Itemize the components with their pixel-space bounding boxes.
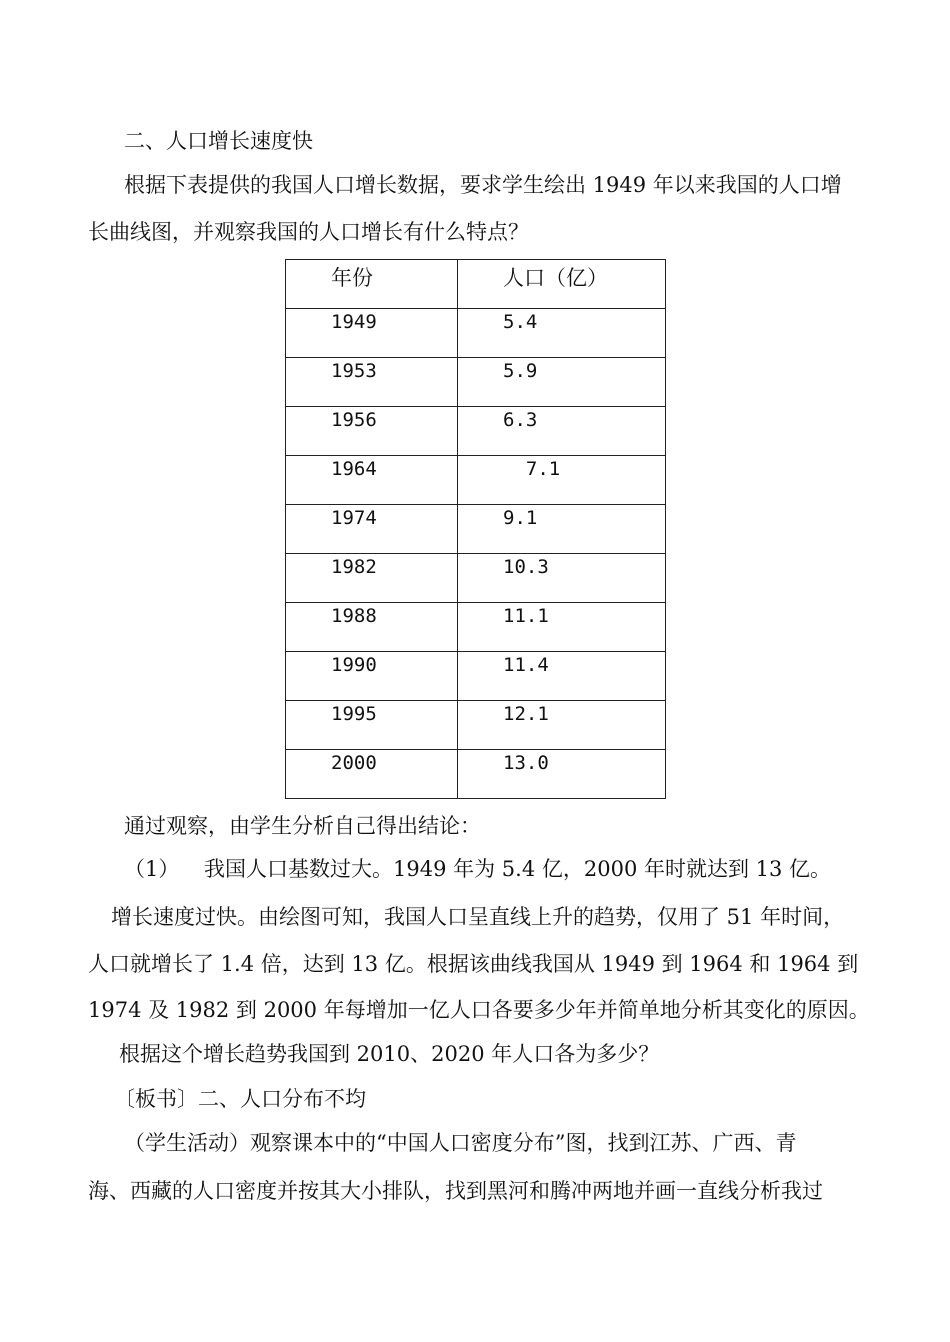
year-cell: 2000	[286, 750, 458, 799]
table-row	[286, 505, 666, 554]
observe-text: 通过观察，由学生分析自己得出结论：	[124, 814, 481, 838]
year-cell: 1974	[286, 505, 458, 554]
point-1-text: 我国人口基数过大。1949 年为 5.4 亿，2000 年时就达到 13 亿。	[204, 857, 832, 881]
table-row	[286, 652, 666, 701]
table-row	[286, 407, 666, 456]
table-row	[286, 358, 666, 407]
population-cell: 5.9	[458, 358, 666, 407]
year-cell: 1988	[286, 603, 458, 652]
year-cell: 1953	[286, 358, 458, 407]
year-cell: 1990	[286, 652, 458, 701]
population-cell: 11.1	[458, 603, 666, 652]
population-cell: 7.1	[458, 456, 666, 505]
year-cell: 1956	[286, 407, 458, 456]
population-cell: 6.3	[458, 407, 666, 456]
population-cell: 11.4	[458, 652, 666, 701]
table-row	[286, 750, 666, 799]
population-cell: 9.1	[458, 505, 666, 554]
table-row	[286, 603, 666, 652]
population-cell: 10.3	[458, 554, 666, 603]
paragraph-2-line-3: 1974 及 1982 到 2000 年每增加一亿人口各要多少年并简单地分析其变化的原因。	[88, 998, 870, 1022]
table-row	[286, 309, 666, 358]
year-cell: 1949	[286, 309, 458, 358]
year-cell: 1964	[286, 456, 458, 505]
header-year: 年份	[286, 260, 458, 309]
table-row	[286, 701, 666, 750]
board-note: 〔板书〕二、人口分布不均	[114, 1087, 366, 1111]
year-cell: 1995	[286, 701, 458, 750]
intro-line-2: 长曲线图，并观察我国的人口增长有什么特点？	[88, 220, 529, 244]
year-cell: 1982	[286, 554, 458, 603]
paragraph-2-line-2: 人口就增长了 1.4 倍，达到 13 亿。根据该曲线我国从 1949 到 1964 和 1964 到	[88, 952, 859, 976]
table-header-row	[286, 260, 666, 309]
paragraph-2-line-1: 增长速度过快。由绘图可知，我国人口呈直线上升的趋势，仅用了 51 年时间，	[111, 905, 845, 929]
point-1-number: （1）	[124, 857, 180, 881]
population-table	[285, 259, 666, 799]
population-cell: 5.4	[458, 309, 666, 358]
activity-line-2: 海、西藏的人口密度并按其大小排队，找到黑河和腾冲两地并画一直线分析我过	[88, 1179, 823, 1203]
paragraph-3: 根据这个增长趋势我国到 2010、2020 年人口各为多少？	[119, 1042, 660, 1066]
header-population: 人口（亿）	[458, 260, 666, 309]
population-cell: 12.1	[458, 701, 666, 750]
table-row	[286, 554, 666, 603]
table-row	[286, 456, 666, 505]
section-title: 二、人口增长速度快	[124, 129, 313, 153]
intro-line-1: 根据下表提供的我国人口增长数据，要求学生绘出 1949 年以来我国的人口增	[124, 173, 842, 197]
population-cell: 13.0	[458, 750, 666, 799]
activity-line-1: （学生活动）观察课本中的“中国人口密度分布”图，找到江苏、广西、青	[124, 1131, 797, 1155]
